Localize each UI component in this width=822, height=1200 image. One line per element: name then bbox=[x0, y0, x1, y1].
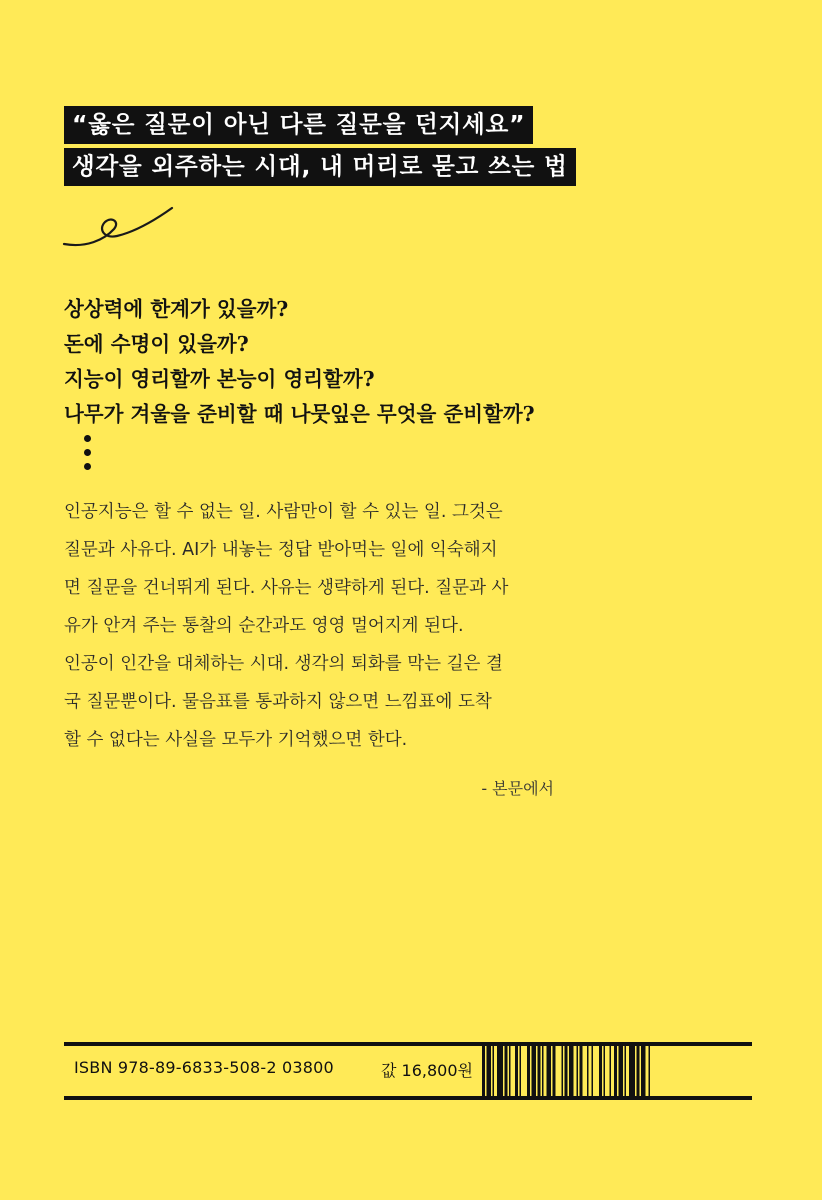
question-line: 나무가 겨울을 준비할 때 나뭇잎은 무엇을 준비할까? bbox=[64, 402, 535, 426]
excerpt-line: 할 수 없다는 사실을 모두가 기억했으면 한다. bbox=[64, 730, 408, 750]
excerpt-line: 인공이 인간을 대체하는 시대. 생각의 퇴화를 막는 길은 결 bbox=[64, 654, 503, 674]
barcode-bar bbox=[505, 1046, 508, 1098]
question-list bbox=[64, 292, 535, 432]
barcode-bar bbox=[619, 1046, 624, 1098]
barcode-bar bbox=[532, 1046, 537, 1098]
barcode-bar bbox=[587, 1046, 589, 1098]
barcode-bar bbox=[569, 1046, 574, 1098]
barcode-bar bbox=[542, 1046, 544, 1098]
excerpt-line: 질문과 사유다. AI가 내놓는 정답 받아먹는 일에 익숙해지 bbox=[64, 540, 498, 560]
barcode-bar bbox=[527, 1046, 530, 1098]
barcode-bar bbox=[641, 1046, 646, 1098]
barcode-bar bbox=[610, 1046, 612, 1098]
footer-rule-bottom bbox=[64, 1096, 752, 1100]
tagline-subtitle: 생각을 외주하는 시대, 내 머리로 묻고 쓰는 법 bbox=[64, 148, 576, 186]
barcode-bar bbox=[547, 1046, 552, 1098]
barcode-graphic bbox=[482, 1046, 752, 1098]
barcode-bar bbox=[614, 1046, 617, 1098]
excerpt-line: 면 질문을 건너뛰게 된다. 사유는 생략하게 된다. 질문과 사 bbox=[64, 578, 509, 598]
excerpt-line: 유가 안겨 주는 통찰의 순간과도 영영 멀어지게 된다. bbox=[64, 616, 464, 636]
barcode-bar bbox=[649, 1046, 651, 1098]
barcode-bar bbox=[487, 1046, 492, 1098]
barcode-bar bbox=[497, 1046, 503, 1098]
barcode-bar bbox=[493, 1046, 495, 1098]
barcode-bar bbox=[538, 1046, 541, 1098]
barcode-bar bbox=[577, 1046, 579, 1098]
barcode-bar bbox=[553, 1046, 556, 1098]
vertical-ellipsis-icon bbox=[84, 435, 94, 475]
tagline-quote: “옳은 질문이 아닌 다른 질문을 던지세요” bbox=[64, 106, 533, 144]
question-line: 상상력에 한계가 있을까? bbox=[64, 297, 289, 321]
barcode-bar bbox=[482, 1046, 485, 1098]
squiggle-decoration bbox=[60, 196, 180, 252]
barcode-bar bbox=[625, 1046, 627, 1098]
barcode-bar bbox=[592, 1046, 594, 1098]
barcode-bar bbox=[520, 1046, 522, 1098]
excerpt-paragraph bbox=[64, 493, 508, 759]
barcode-bar bbox=[515, 1046, 518, 1098]
barcode-bar bbox=[629, 1046, 635, 1098]
barcode-bar bbox=[599, 1046, 602, 1098]
excerpt-source: - 본문에서 bbox=[481, 779, 554, 798]
excerpt-line: 인공지능은 할 수 없는 일. 사람만이 할 수 있는 일. 그것은 bbox=[64, 502, 503, 522]
barcode-bar bbox=[509, 1046, 511, 1098]
barcode-bar bbox=[565, 1046, 568, 1098]
price-text: 값 16,800원 bbox=[381, 1061, 473, 1080]
barcode-bar bbox=[637, 1046, 640, 1098]
barcode-bar bbox=[562, 1046, 564, 1098]
isbn-text: ISBN 978-89-6833-508-2 03800 bbox=[74, 1058, 334, 1077]
barcode-bar bbox=[580, 1046, 583, 1098]
excerpt-line: 국 질문뿐이다. 물음표를 통과하지 않으면 느낌표에 도착 bbox=[64, 692, 492, 712]
question-line: 돈에 수명이 있을까? bbox=[64, 332, 249, 356]
question-line: 지능이 영리할까 본능이 영리할까? bbox=[64, 367, 375, 391]
barcode-bar bbox=[604, 1046, 606, 1098]
